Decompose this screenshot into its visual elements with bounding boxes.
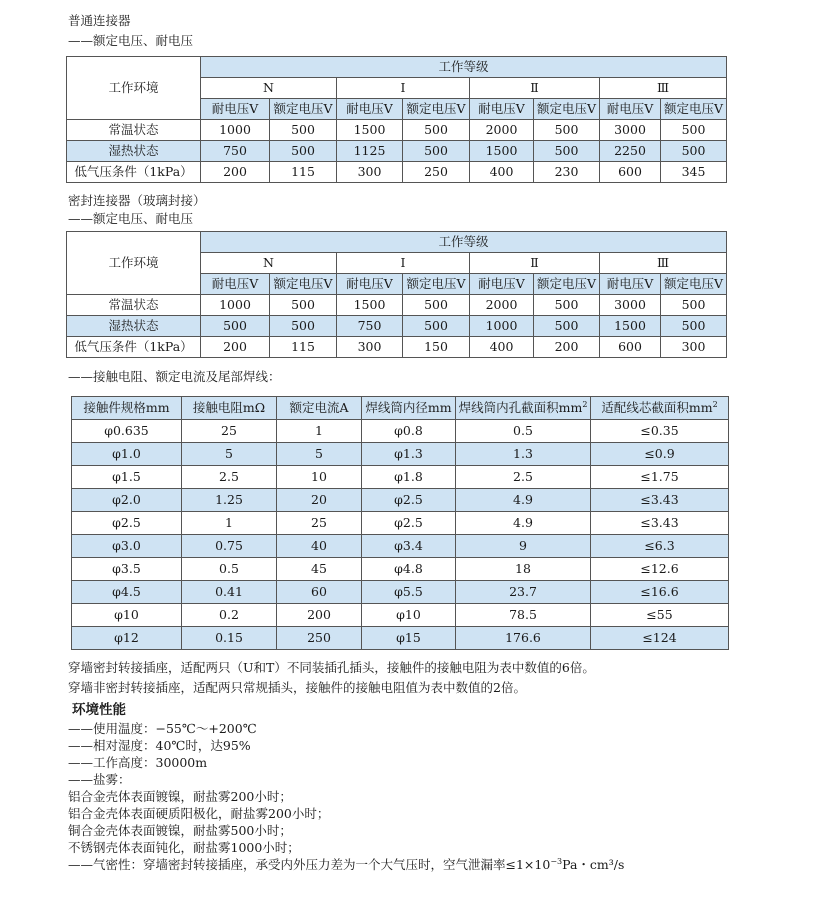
table-cell: 300: [661, 337, 727, 358]
table-cell: 0.41: [182, 581, 277, 604]
table-cell: 1125: [337, 141, 403, 162]
table-cell: 40: [277, 535, 362, 558]
note-sealed-feedthrough: 穿墙密封转接插座，适配两只（U和T）不同装插孔插头，接触件的接触电阻为表中数值的6倍。: [68, 660, 595, 675]
table-row: [67, 120, 727, 141]
contact-table: [71, 396, 729, 650]
table-cell: φ2.0: [72, 489, 182, 512]
table-cell: 25: [182, 420, 277, 443]
level-3: Ⅲ: [600, 78, 727, 99]
table-cell: 45: [277, 558, 362, 581]
table-cell: 10: [277, 466, 362, 489]
table-cell: 1.3: [456, 443, 591, 466]
table-cell: 1.25: [182, 489, 277, 512]
table-cell: 9: [456, 535, 591, 558]
table-cell: 500: [534, 120, 600, 141]
table-cell: 500: [201, 316, 270, 337]
table-cell: 60: [277, 581, 362, 604]
table-cell: 2000: [470, 120, 534, 141]
level-1: Ⅰ: [337, 253, 470, 274]
table-cell: 20: [277, 489, 362, 512]
env-temperature: ——使用温度：−55℃～+200℃: [68, 721, 257, 736]
table-cell: 500: [534, 316, 600, 337]
sub-header: 耐电压V: [600, 274, 661, 295]
table-cell: 300: [337, 162, 403, 183]
table-row: [67, 316, 727, 337]
table-cell: 500: [403, 120, 470, 141]
table-row: [67, 295, 727, 316]
group-header: 工作等级: [201, 232, 727, 253]
table-cell: 1000: [470, 316, 534, 337]
table-cell: 115: [270, 337, 337, 358]
table-cell: φ10: [72, 604, 182, 627]
table-cell: 500: [270, 295, 337, 316]
table-cell: ≤55: [591, 604, 729, 627]
sub-header: 耐电压V: [337, 99, 403, 120]
table-cell: 500: [403, 141, 470, 162]
env-humidity: ——相对湿度：40℃时，达95%: [68, 738, 251, 753]
table-cell: ≤0.35: [591, 420, 729, 443]
table-cell: 5: [182, 443, 277, 466]
col-header-spec: 接触件规格mm: [72, 397, 182, 420]
level-n: N: [201, 253, 337, 274]
table-cell: φ12: [72, 627, 182, 650]
section2-title: 密封连接器（玻璃封接）: [68, 193, 206, 208]
table-cell: 1500: [600, 316, 661, 337]
table-cell: ≤12.6: [591, 558, 729, 581]
col-header-bore-diameter: 焊线筒内径mm: [362, 397, 456, 420]
section1-subtitle: ——额定电压、耐电压: [68, 33, 194, 48]
table-cell: 500: [534, 141, 600, 162]
table-cell: 750: [201, 141, 270, 162]
table-cell: φ3.0: [72, 535, 182, 558]
env-salt-cu-nickel: 铜合金壳体表面镀镍，耐盐雾500小时；: [68, 823, 292, 838]
table-row: [72, 443, 729, 466]
table-row: [72, 535, 729, 558]
table-cell: 230: [534, 162, 600, 183]
table-cell: 600: [600, 337, 661, 358]
table-row: [67, 337, 727, 358]
table-cell: φ10: [362, 604, 456, 627]
table-cell: 3000: [600, 120, 661, 141]
sub-header: 额定电压V: [661, 99, 727, 120]
table-cell: 500: [661, 316, 727, 337]
table-cell: φ3.4: [362, 535, 456, 558]
table-cell: 200: [534, 337, 600, 358]
table-cell: φ2.5: [362, 489, 456, 512]
table-cell: 400: [470, 162, 534, 183]
table-cell: 250: [403, 162, 470, 183]
table-row: [72, 420, 729, 443]
table-cell: ≤124: [591, 627, 729, 650]
env-header: 工作环境: [67, 57, 201, 120]
table-cell: φ3.5: [72, 558, 182, 581]
table-cell: 176.6: [456, 627, 591, 650]
table-cell: 200: [201, 162, 270, 183]
table-cell: 1500: [337, 120, 403, 141]
table-row: [72, 581, 729, 604]
voltage-table-sealed: [66, 231, 727, 358]
table-cell: 500: [403, 316, 470, 337]
section1-title: 普通连接器: [68, 13, 131, 28]
row-label: 低气压条件（1kPa）: [67, 162, 201, 183]
row-label: 湿热状态: [67, 141, 201, 162]
table-cell: ≤16.6: [591, 581, 729, 604]
table-cell: φ1.3: [362, 443, 456, 466]
env-salt-stainless: 不锈钢壳体表面钝化，耐盐雾1000小时；: [68, 840, 300, 855]
section3-subtitle: ——接触电阻、额定电流及尾部焊线：: [68, 369, 281, 384]
table-cell: 150: [403, 337, 470, 358]
sub-header: 耐电压V: [470, 99, 534, 120]
table-cell: 500: [661, 120, 727, 141]
table-cell: φ1.8: [362, 466, 456, 489]
table-row: [67, 162, 727, 183]
table-cell: ≤1.75: [591, 466, 729, 489]
level-2: Ⅱ: [470, 78, 600, 99]
env-header: 工作环境: [67, 232, 201, 295]
row-label: 常温状态: [67, 120, 201, 141]
table-cell: φ2.5: [362, 512, 456, 535]
sub-header: 耐电压V: [201, 99, 270, 120]
table-cell: 750: [337, 316, 403, 337]
table-row: [72, 489, 729, 512]
table-cell: 500: [661, 295, 727, 316]
table-cell: 115: [270, 162, 337, 183]
table-cell: φ15: [362, 627, 456, 650]
row-label: 低气压条件（1kPa）: [67, 337, 201, 358]
sub-header: 耐电压V: [337, 274, 403, 295]
table-cell: 2.5: [182, 466, 277, 489]
sub-header: 额定电压V: [403, 274, 470, 295]
table-cell: 200: [201, 337, 270, 358]
sub-header: 额定电压V: [534, 274, 600, 295]
sub-header: 额定电压V: [270, 99, 337, 120]
table-cell: 2.5: [456, 466, 591, 489]
table-cell: 23.7: [456, 581, 591, 604]
table-cell: ≤6.3: [591, 535, 729, 558]
table-cell: φ4.8: [362, 558, 456, 581]
sub-header: 额定电压V: [270, 274, 337, 295]
env-salt-al-anodized: 铝合金壳体表面硬质阳极化，耐盐雾200小时；: [68, 806, 330, 821]
table-cell: 78.5: [456, 604, 591, 627]
table-cell: 500: [270, 316, 337, 337]
table-row: [72, 466, 729, 489]
table-cell: φ1.5: [72, 466, 182, 489]
table-cell: 3000: [600, 295, 661, 316]
level-3: Ⅲ: [600, 253, 727, 274]
table-cell: 0.75: [182, 535, 277, 558]
table-row: [72, 512, 729, 535]
table-cell: ≤3.43: [591, 512, 729, 535]
table-cell: 5: [277, 443, 362, 466]
table-cell: 500: [270, 141, 337, 162]
table-cell: 400: [470, 337, 534, 358]
row-label: 湿热状态: [67, 316, 201, 337]
sub-header: 额定电压V: [403, 99, 470, 120]
row-label: 常温状态: [67, 295, 201, 316]
table-cell: 0.15: [182, 627, 277, 650]
level-2: Ⅱ: [470, 253, 600, 274]
table-cell: 18: [456, 558, 591, 581]
level-1: Ⅰ: [337, 78, 470, 99]
group-header: 工作等级: [201, 57, 727, 78]
table-cell: 1000: [201, 295, 270, 316]
table-cell: ≤0.9: [591, 443, 729, 466]
env-air-tightness: ——气密性：穿墙密封转接插座，承受内外压力差为一个大气压时，空气泄漏率$\le 1\times 10^{-3}Pa$・cm³/s: [68, 856, 625, 872]
table-cell: φ1.0: [72, 443, 182, 466]
table-cell: 0.5: [456, 420, 591, 443]
section2-subtitle: ——额定电压、耐电压: [68, 211, 194, 226]
table-cell: 1: [182, 512, 277, 535]
sub-header: 耐电压V: [600, 99, 661, 120]
table-cell: 2250: [600, 141, 661, 162]
table-cell: 25: [277, 512, 362, 535]
table-cell: 1: [277, 420, 362, 443]
sub-header: 额定电压V: [661, 274, 727, 295]
table-cell: 0.2: [182, 604, 277, 627]
table-cell: φ5.5: [362, 581, 456, 604]
level-n: N: [201, 78, 337, 99]
table-cell: 4.9: [456, 512, 591, 535]
col-header-current: 额定电流A: [277, 397, 362, 420]
table-row: [72, 627, 729, 650]
col-header-bore-area: 焊线筒内孔截面积$mm^2$: [456, 397, 591, 420]
sub-header: 额定电压V: [534, 99, 600, 120]
table-cell: 500: [270, 120, 337, 141]
table-cell: ≤3.43: [591, 489, 729, 512]
env-salt-al-nickel: 铝合金壳体表面镀镍，耐盐雾200小时；: [68, 789, 292, 804]
table-cell: φ0.635: [72, 420, 182, 443]
table-cell: 4.9: [456, 489, 591, 512]
note-unsealed-feedthrough: 穿墙非密封转接插座，适配两只常规插头，接触件的接触电阻值为表中数值的2倍。: [68, 680, 526, 695]
env-altitude: ——工作高度：30000m: [68, 755, 208, 770]
table-cell: φ0.8: [362, 420, 456, 443]
table-cell: 300: [337, 337, 403, 358]
table-cell: φ2.5: [72, 512, 182, 535]
sub-header: 耐电压V: [470, 274, 534, 295]
table-cell: 1500: [470, 141, 534, 162]
table-row: [72, 558, 729, 581]
env-salt-spray: ——盐雾：: [68, 772, 131, 787]
table-row: [72, 604, 729, 627]
col-header-wire-area: 适配线芯截面积$mm^2$: [591, 397, 729, 420]
table-cell: 500: [403, 295, 470, 316]
table-cell: 250: [277, 627, 362, 650]
col-header-resistance: 接触电阻mΩ: [182, 397, 277, 420]
table-cell: 500: [661, 141, 727, 162]
env-heading: 环境性能: [72, 702, 126, 718]
sub-header: 耐电压V: [201, 274, 270, 295]
table-cell: 345: [661, 162, 727, 183]
table-cell: 0.5: [182, 558, 277, 581]
table-cell: φ4.5: [72, 581, 182, 604]
voltage-table-standard: [66, 56, 727, 183]
table-cell: 200: [277, 604, 362, 627]
table-cell: 500: [534, 295, 600, 316]
table-row: [67, 141, 727, 162]
table-cell: 1500: [337, 295, 403, 316]
table-cell: 2000: [470, 295, 534, 316]
table-cell: 1000: [201, 120, 270, 141]
table-cell: 600: [600, 162, 661, 183]
